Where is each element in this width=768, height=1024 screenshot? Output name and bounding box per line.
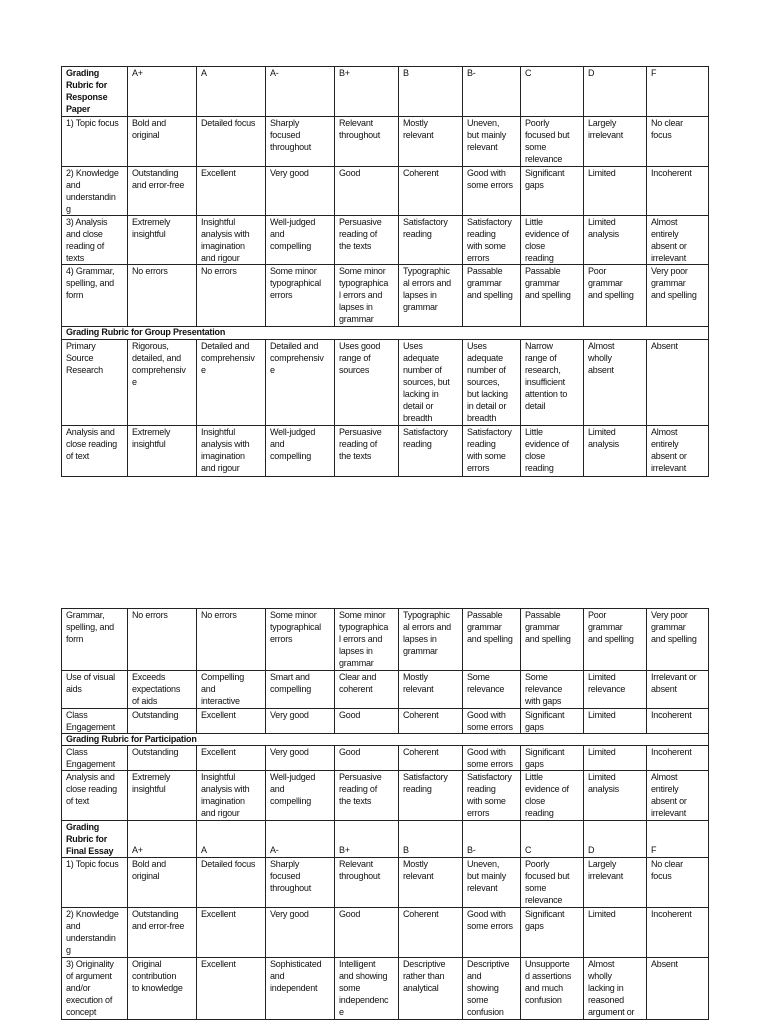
grade-descriptor: Little evidence of close reading (521, 426, 584, 477)
grade-descriptor: Exceeds expectations of aids (128, 671, 197, 709)
grade-descriptor: Very poor grammar and spelling (647, 609, 709, 671)
grade-heading: A (197, 821, 266, 858)
grade-descriptor: Coherent (399, 709, 463, 734)
grade-heading: B (399, 821, 463, 858)
grade-descriptor: Good (335, 908, 399, 958)
grade-descriptor: Sharply focused throughout (266, 858, 335, 908)
criterion-row (62, 858, 709, 908)
grade-descriptor: Almost entirely absent or irrelevant (647, 216, 709, 265)
grade-descriptor: Mostly relevant (399, 858, 463, 908)
grade-descriptor: Excellent (197, 958, 266, 1020)
grade-descriptor: Almost wholly lacking in reasoned argument or (584, 958, 647, 1020)
grade-heading: A- (266, 821, 335, 858)
grade-descriptor: Insightful analysis with imagination and rigour (197, 426, 266, 477)
grade-descriptor: Incoherent (647, 167, 709, 216)
grade-descriptor: Passable grammar and spelling (521, 265, 584, 327)
grade-descriptor: Rigorous, detailed, and comprehensiv e (128, 340, 197, 426)
criterion-row (62, 671, 709, 709)
grade-descriptor: Good with some errors (463, 908, 521, 958)
grade-descriptor: Persuasive reading of the texts (335, 216, 399, 265)
grade-descriptor: Unsupporte d assertions and much confusion (521, 958, 584, 1020)
grade-descriptor: Insightful analysis with imagination and rigour (197, 216, 266, 265)
rubric-table (61, 608, 709, 1020)
header-row (62, 67, 709, 117)
grade-descriptor: Persuasive reading of the texts (335, 426, 399, 477)
grade-descriptor: Excellent (197, 167, 266, 216)
grade-descriptor: Passable grammar and spelling (463, 265, 521, 327)
grade-descriptor: Satisfactory reading (399, 216, 463, 265)
grade-descriptor: Mostly relevant (399, 117, 463, 167)
grade-descriptor: Coherent (399, 746, 463, 771)
criterion-label: 3) Originality of argument and/or execution of concept (62, 958, 128, 1020)
grade-heading: D (584, 67, 647, 117)
criterion-label: 1) Topic focus (62, 117, 128, 167)
grade-descriptor: Poorly focused but some relevance (521, 117, 584, 167)
criterion-label: 1) Topic focus (62, 858, 128, 908)
grade-descriptor: Intelligent and showing some independenc e (335, 958, 399, 1020)
grade-descriptor: Excellent (197, 908, 266, 958)
grade-descriptor: Good (335, 709, 399, 734)
grade-descriptor: Significant gaps (521, 167, 584, 216)
grade-descriptor: Good with some errors (463, 709, 521, 734)
grade-descriptor: Descriptive rather than analytical (399, 958, 463, 1020)
criterion-label: Grammar, spelling, and form (62, 609, 128, 671)
grade-descriptor: Well-judged and compelling (266, 216, 335, 265)
grade-descriptor: Poorly focused but some relevance (521, 858, 584, 908)
grade-descriptor: Some minor typographica l errors and lapses in grammar (335, 609, 399, 671)
section-title: Grading Rubric for Group Presentation (62, 327, 709, 340)
grade-descriptor: Sophisticated and independent (266, 958, 335, 1020)
grade-descriptor: Poor grammar and spelling (584, 609, 647, 671)
grade-descriptor: Passable grammar and spelling (521, 609, 584, 671)
rubric-table-body (62, 609, 709, 1020)
grade-descriptor: Very good (266, 167, 335, 216)
grade-descriptor: Uses adequate number of sources, but lacking in detail or breadth (399, 340, 463, 426)
grade-heading: B- (463, 67, 521, 117)
grade-heading: A+ (128, 67, 197, 117)
grade-descriptor: Coherent (399, 167, 463, 216)
grade-heading: B+ (335, 67, 399, 117)
grade-descriptor: Little evidence of close reading (521, 216, 584, 265)
rubric-table (61, 66, 709, 477)
grade-descriptor: Poor grammar and spelling (584, 265, 647, 327)
grade-descriptor: Good with some errors (463, 746, 521, 771)
grade-descriptor: Satisfactory reading with some errors (463, 426, 521, 477)
grade-descriptor: Satisfactory reading with some errors (463, 216, 521, 265)
grade-descriptor: Passable grammar and spelling (463, 609, 521, 671)
grade-descriptor: Significant gaps (521, 908, 584, 958)
grade-descriptor: Satisfactory reading with some errors (463, 771, 521, 821)
grade-descriptor: Almost entirely absent or irrelevant (647, 771, 709, 821)
grade-descriptor: No errors (128, 609, 197, 671)
grade-descriptor: Bold and original (128, 117, 197, 167)
grade-descriptor: Coherent (399, 908, 463, 958)
grade-descriptor: Bold and original (128, 858, 197, 908)
criterion-label: Analysis and close reading of text (62, 771, 128, 821)
grade-heading: A (197, 67, 266, 117)
grade-descriptor: Outstanding (128, 709, 197, 734)
grade-descriptor: Largely irrelevant (584, 858, 647, 908)
grade-descriptor: No clear focus (647, 117, 709, 167)
grade-descriptor: Persuasive reading of the texts (335, 771, 399, 821)
grade-descriptor: Limited (584, 908, 647, 958)
grade-heading: C (521, 67, 584, 117)
section-title: Grading Rubric for Participation (62, 734, 709, 746)
grade-descriptor: Narrow range of research, insufficient attention to detail (521, 340, 584, 426)
grade-descriptor: Limited analysis (584, 771, 647, 821)
criterion-label: 2) Knowledge and understandin g (62, 908, 128, 958)
grade-descriptor: Uneven, but mainly relevant (463, 858, 521, 908)
grade-descriptor: Uses good range of sources (335, 340, 399, 426)
grade-descriptor: Significant gaps (521, 746, 584, 771)
grade-descriptor: Little evidence of close reading (521, 771, 584, 821)
grade-descriptor: Detailed focus (197, 117, 266, 167)
grade-descriptor: Very good (266, 709, 335, 734)
grade-descriptor: Very good (266, 746, 335, 771)
grade-heading: C (521, 821, 584, 858)
grade-descriptor: Some relevance (463, 671, 521, 709)
criterion-label: Primary Source Research (62, 340, 128, 426)
grade-descriptor: Outstanding and error-free (128, 908, 197, 958)
grade-descriptor: Absent (647, 340, 709, 426)
header-row (62, 821, 709, 858)
grade-descriptor: Compelling and interactive (197, 671, 266, 709)
grade-descriptor: Relevant throughout (335, 117, 399, 167)
grade-descriptor: Incoherent (647, 746, 709, 771)
grade-descriptor: Absent (647, 958, 709, 1020)
grade-descriptor: Almost entirely absent or irrelevant (647, 426, 709, 477)
criterion-label: Class Engagement (62, 746, 128, 771)
grade-descriptor: Insightful analysis with imagination and rigour (197, 771, 266, 821)
grade-descriptor: Uses adequate number of sources, but lacking in detail or breadth (463, 340, 521, 426)
grade-descriptor: Almost wholly absent (584, 340, 647, 426)
criterion-row (62, 709, 709, 734)
rubric-title: Grading Rubric for Final Essay (62, 821, 128, 858)
criterion-row (62, 167, 709, 216)
criterion-row (62, 908, 709, 958)
grade-heading: B (399, 67, 463, 117)
criterion-row (62, 609, 709, 671)
grade-descriptor: Typographic al errors and lapses in grammar (399, 265, 463, 327)
rubric-table-body (62, 67, 709, 477)
grade-descriptor: No errors (128, 265, 197, 327)
grade-descriptor: Limited relevance (584, 671, 647, 709)
grade-descriptor: Typographic al errors and lapses in grammar (399, 609, 463, 671)
grade-descriptor: Excellent (197, 746, 266, 771)
grade-heading: B- (463, 821, 521, 858)
section-row (62, 734, 709, 746)
grade-descriptor: Limited (584, 746, 647, 771)
grade-descriptor: Some minor typographica l errors and lapses in grammar (335, 265, 399, 327)
criterion-row (62, 746, 709, 771)
grade-heading: D (584, 821, 647, 858)
grade-descriptor: Largely irrelevant (584, 117, 647, 167)
grade-heading: A- (266, 67, 335, 117)
grade-descriptor: Limited analysis (584, 426, 647, 477)
grade-descriptor: Satisfactory reading (399, 426, 463, 477)
grade-descriptor: No errors (197, 609, 266, 671)
criterion-label: 4) Grammar, spelling, and form (62, 265, 128, 327)
grade-descriptor: Extremely insightful (128, 216, 197, 265)
grade-descriptor: Limited analysis (584, 216, 647, 265)
grade-descriptor: Significant gaps (521, 709, 584, 734)
grade-descriptor: Detailed and comprehensiv e (197, 340, 266, 426)
grade-descriptor: Uneven, but mainly relevant (463, 117, 521, 167)
criterion-label: Use of visual aids (62, 671, 128, 709)
grade-heading: F (647, 821, 709, 858)
grade-descriptor: Limited (584, 709, 647, 734)
grade-descriptor: Extremely insightful (128, 771, 197, 821)
grade-heading: F (647, 67, 709, 117)
criterion-row (62, 958, 709, 1020)
grade-heading: A+ (128, 821, 197, 858)
grade-descriptor: Extremely insightful (128, 426, 197, 477)
grade-descriptor: Sharply focused throughout (266, 117, 335, 167)
criterion-row (62, 771, 709, 821)
grade-descriptor: Outstanding and error-free (128, 167, 197, 216)
criterion-row (62, 426, 709, 477)
criterion-row (62, 216, 709, 265)
grade-descriptor: Some minor typographical errors (266, 265, 335, 327)
grade-descriptor: Relevant throughout (335, 858, 399, 908)
criterion-row (62, 340, 709, 426)
grade-descriptor: Well-judged and compelling (266, 771, 335, 821)
grade-descriptor: Limited (584, 167, 647, 216)
grade-descriptor: Smart and compelling (266, 671, 335, 709)
grade-descriptor: Some minor typographical errors (266, 609, 335, 671)
criterion-label: 3) Analysis and close reading of texts (62, 216, 128, 265)
grade-descriptor: Descriptive and showing some confusion (463, 958, 521, 1020)
grade-descriptor: Well-judged and compelling (266, 426, 335, 477)
grade-descriptor: Original contribution to knowledge (128, 958, 197, 1020)
grade-descriptor: Irrelevant or absent (647, 671, 709, 709)
grade-descriptor: Good (335, 167, 399, 216)
grade-descriptor: Outstanding (128, 746, 197, 771)
grade-descriptor: Mostly relevant (399, 671, 463, 709)
grade-descriptor: Satisfactory reading (399, 771, 463, 821)
grade-descriptor: Incoherent (647, 709, 709, 734)
criterion-label: Class Engagement (62, 709, 128, 734)
criterion-row (62, 265, 709, 327)
grade-descriptor: Some relevance with gaps (521, 671, 584, 709)
grade-heading: B+ (335, 821, 399, 858)
criterion-row (62, 117, 709, 167)
grade-descriptor: Very good (266, 908, 335, 958)
grade-descriptor: Clear and coherent (335, 671, 399, 709)
criterion-label: 2) Knowledge and understandin g (62, 167, 128, 216)
criterion-label: Analysis and close reading of text (62, 426, 128, 477)
rubric-title: Grading Rubric for Response Paper (62, 67, 128, 117)
grade-descriptor: Good (335, 746, 399, 771)
grade-descriptor: No clear focus (647, 858, 709, 908)
section-row (62, 327, 709, 340)
grade-descriptor: No errors (197, 265, 266, 327)
grade-descriptor: Good with some errors (463, 167, 521, 216)
grade-descriptor: Very poor grammar and spelling (647, 265, 709, 327)
grade-descriptor: Detailed and comprehensiv e (266, 340, 335, 426)
grade-descriptor: Excellent (197, 709, 266, 734)
grade-descriptor: Incoherent (647, 908, 709, 958)
grade-descriptor: Detailed focus (197, 858, 266, 908)
